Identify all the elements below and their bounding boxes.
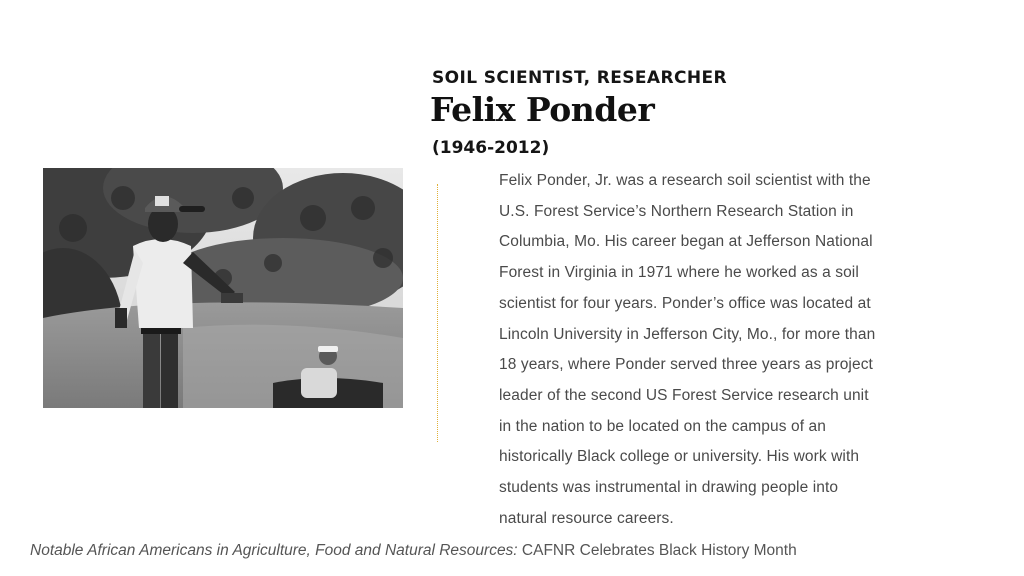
series-title: Notable African Americans in Agriculture, Food and Natural Resources: xyxy=(30,542,518,559)
bio-line: Columbia, Mo. His career began at Jefferson National xyxy=(499,233,873,251)
portrait-photo xyxy=(43,168,403,408)
bio-line: Forest in Virginia in 1971 where he worked as a soil xyxy=(499,264,859,282)
bio-line: U.S. Forest Service’s Northern Research Station in xyxy=(499,202,854,220)
bio-line: Felix Ponder, Jr. was a research soil scientist with the xyxy=(499,172,871,189)
biography-text xyxy=(499,166,964,534)
bio-line: historically Black college or university. His work with xyxy=(499,448,860,466)
bio-line: in the nation to be located on the campus of an xyxy=(499,417,826,435)
series-tagline: CAFNR Celebrates Black History Month xyxy=(517,542,797,559)
bio-line: scientist for four years. Ponder’s office was located at xyxy=(499,294,871,312)
person-name: Felix Ponder xyxy=(430,90,655,129)
bio-line: 18 years, where Ponder served three years as project xyxy=(499,356,873,374)
bio-line: leader of the second US Forest Service research unit xyxy=(499,386,869,404)
bio-line: students was instrumental in drawing people into xyxy=(499,479,839,497)
occupation-heading: SOIL SCIENTIST, RESEARCHER xyxy=(432,68,727,88)
dotted-divider xyxy=(437,184,438,442)
footer-caption xyxy=(30,542,797,560)
bio-line: natural resource careers. xyxy=(499,509,674,527)
life-years: (1946-2012) xyxy=(432,138,550,158)
bio-line: Lincoln University in Jefferson City, Mo., for more than xyxy=(499,325,876,343)
